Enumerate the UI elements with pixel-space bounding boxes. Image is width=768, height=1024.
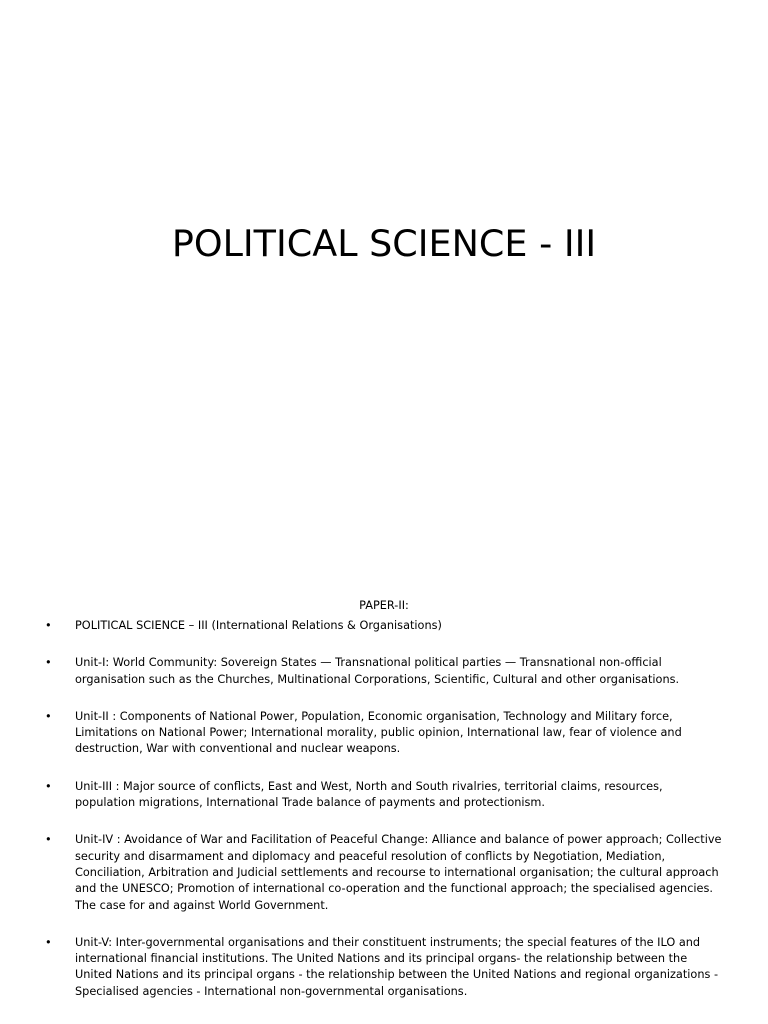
bullet-item-unit-3 bbox=[0, 779, 768, 812]
paper-heading: PAPER-II: bbox=[359, 599, 409, 612]
bullet-item-unit-4 bbox=[0, 832, 768, 913]
bullet-text: Unit-IV : Avoidance of War and Facilitation of Peaceful Change: Alliance and balance of power approach; Collective security and disarmament and diplomacy and peaceful resolution of conflicts by Negotiation, Mediation, Conciliation, Arbitration and Judicial settlements and recourse to international organisation; the cultural approach and the UNESCO; Promotion of international co-operation and the functional approach; the specialised agencies. The case for and against World Government. bbox=[75, 833, 722, 912]
bullet-item-unit-2 bbox=[0, 709, 768, 758]
bullet-item-course bbox=[0, 618, 768, 634]
bullet-text: Unit-III : Major source of conflicts, East and West, North and South rivalries, territorial claims, resources, population migrations, International Trade balance of payments and protectionism. bbox=[75, 779, 663, 810]
bullet-icon: • bbox=[45, 779, 52, 793]
bullet-icon: • bbox=[45, 709, 52, 723]
syllabus-bullet-list bbox=[0, 618, 768, 1021]
bullet-text: POLITICAL SCIENCE – III (International Relations & Organisations) bbox=[75, 619, 442, 632]
bullet-item-unit-1 bbox=[0, 655, 768, 688]
bullet-text: Unit-I: World Community: Sovereign States — Transnational political parties — Transnational non-official organisation such as the Churches, Multinational Corporations, Scientific, Cultural and other organisations. bbox=[75, 656, 680, 686]
bullet-item-unit-5 bbox=[0, 935, 768, 1000]
slide-title: POLITICAL SCIENCE - III bbox=[171, 222, 597, 265]
bullet-icon: • bbox=[45, 619, 52, 632]
bullet-text: Unit-V: Inter-governmental organisations and their constituent instruments; the special features of the ILO and international financial institutions. The United Nations and its principal organs- the relationship between the United Nations and its principal organs - the relationship between the United Nations and regional organizations - Specialised agencies - International non-governmental organisations. bbox=[75, 935, 719, 998]
bullet-text: Unit-II : Components of National Power, Population, Economic organisation, Technology and Military force, Limitations on National Power; International morality, public opinion, International law, fear of violence and destruction, War with conventional and nuclear weapons. bbox=[75, 709, 682, 756]
bullet-icon: • bbox=[45, 656, 52, 670]
bullet-icon: • bbox=[45, 935, 52, 949]
bullet-icon: • bbox=[45, 833, 52, 847]
